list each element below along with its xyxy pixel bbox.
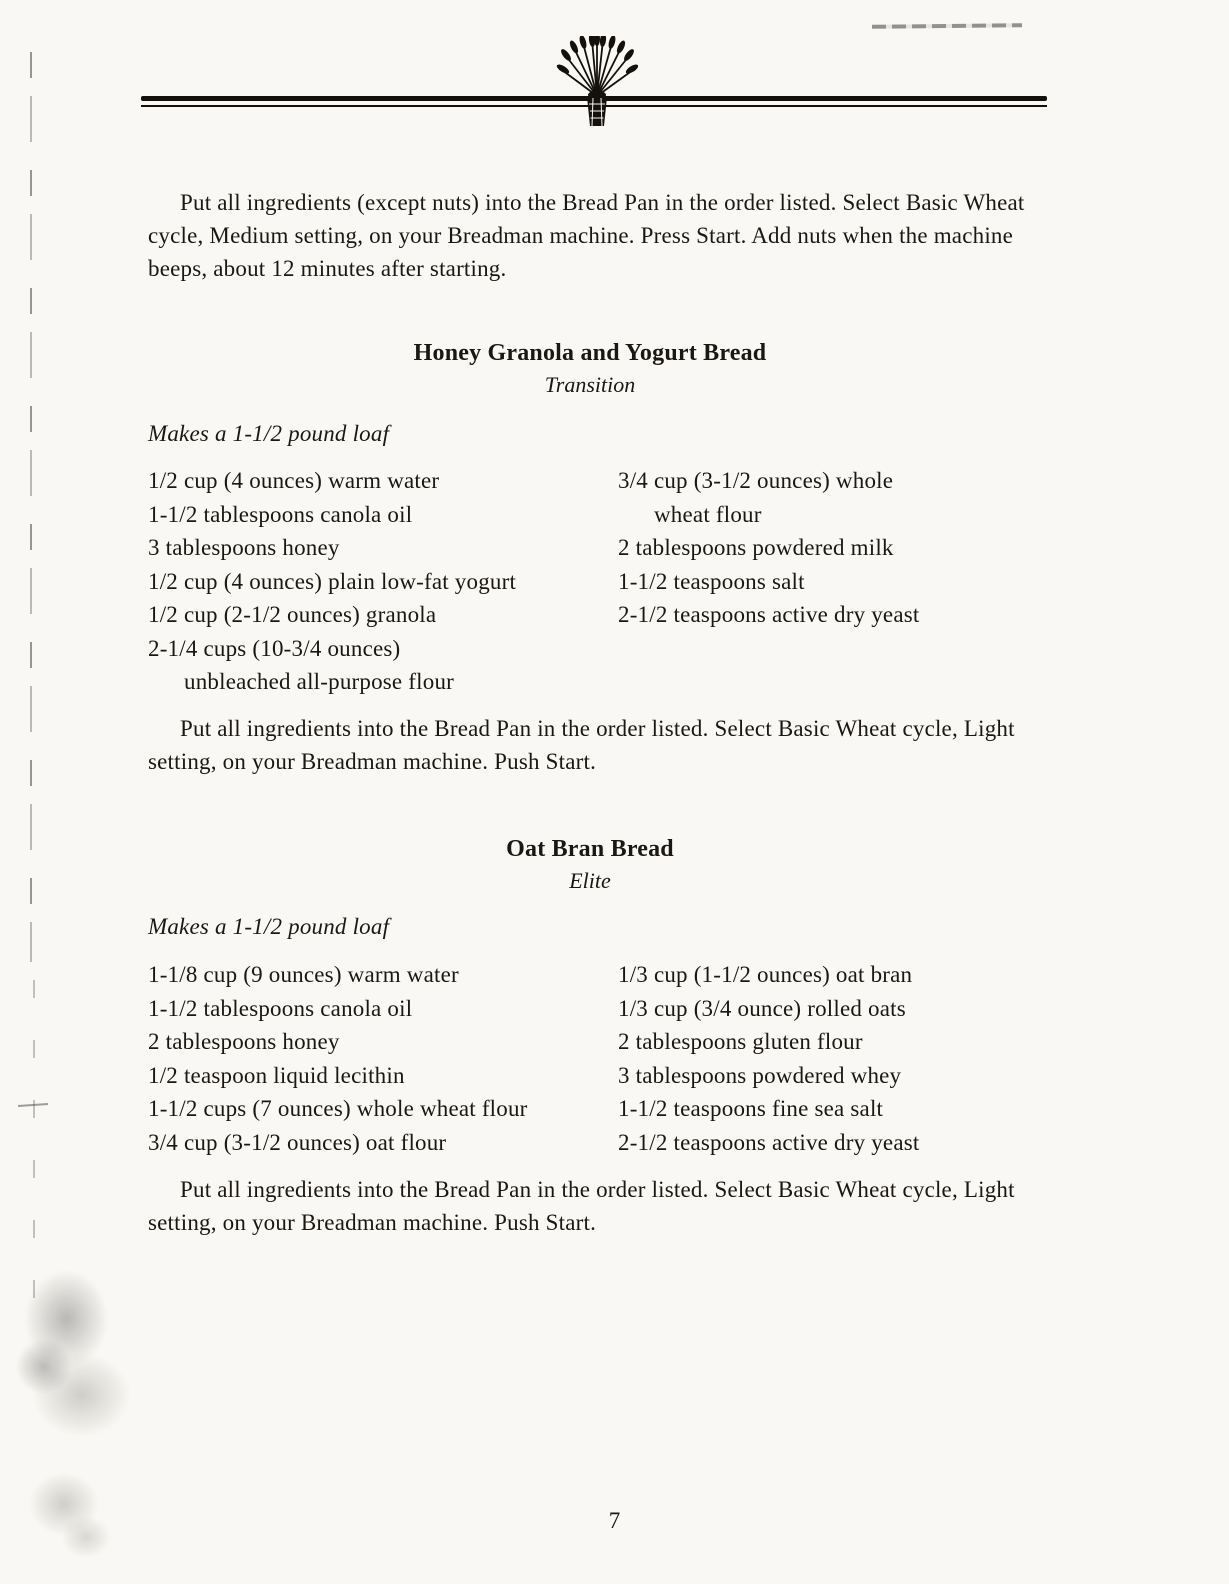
ingredient-line-continuation: unbleached all-purpose flour bbox=[184, 669, 454, 694]
ingredient-line: 2 tablespoons powdered milk bbox=[618, 535, 894, 560]
recipe-title: Honey Granola and Yogurt Bread bbox=[413, 340, 767, 366]
ingredient-line: 1/2 cup (4 ounces) plain low-fat yogurt bbox=[148, 568, 517, 594]
ingredient-columns bbox=[148, 464, 1048, 699]
ingredient-line: 1-1/2 teaspoons fine sea salt bbox=[618, 1096, 884, 1121]
ingredient-line: 2-1/2 teaspoons active dry yeast bbox=[618, 1129, 920, 1155]
recipe-subtitle: Transition bbox=[544, 372, 636, 397]
recipe-yield: Makes a 1-1/2 pound loaf bbox=[148, 914, 390, 939]
ingredient-line: 1-1/2 cups (7 ounces) whole wheat flour bbox=[148, 1096, 528, 1121]
ingredient-line: 2-1/2 teaspoons active dry yeast bbox=[618, 602, 920, 627]
recipe-yield: Makes a 1-1/2 pound loaf bbox=[148, 421, 390, 446]
intro-paragraph: Put all ingredients (except nuts) into the Bread Pan in the order listed. Select Basic Wheat cycle, Medium setting, on your Breadman machine. Press Start. Add nuts when the machine beeps, about 12 minutes after starting. bbox=[148, 190, 1025, 281]
wheat-sheaf-ornament bbox=[556, 36, 638, 134]
ingredient-line-continuation: wheat flour bbox=[654, 501, 762, 527]
ingredient-line: 3/4 cup (3-1/2 ounces) whole bbox=[618, 468, 894, 493]
page-number: 7 bbox=[608, 1508, 621, 1533]
ingredient-line: 3 tablespoons powdered whey bbox=[618, 1062, 902, 1088]
ingredient-columns bbox=[148, 958, 1048, 1159]
ingredient-line: 1/2 cup (4 ounces) warm water bbox=[148, 468, 440, 493]
ingredient-line: 1-1/2 tablespoons canola oil bbox=[148, 995, 413, 1021]
ingredient-line: 2 tablespoons honey bbox=[148, 1029, 340, 1054]
recipe-subtitle: Elite bbox=[569, 868, 611, 893]
ingredient-line: 1/3 cup (3/4 ounce) rolled oats bbox=[618, 995, 906, 1021]
recipe-title: Oat Bran Bread bbox=[506, 836, 674, 862]
ingredient-line: 3/4 cup (3-1/2 ounces) oat flour bbox=[148, 1129, 447, 1155]
ingredient-line: 1-1/2 teaspoons salt bbox=[618, 568, 805, 594]
ingredient-line: 1-1/8 cup (9 ounces) warm water bbox=[148, 962, 459, 987]
ingredient-column-right bbox=[618, 958, 1048, 1159]
ingredient-column-left bbox=[148, 464, 618, 699]
scan-artifact-left-line bbox=[30, 52, 32, 962]
ingredient-column-right bbox=[618, 464, 1048, 699]
ingredient-line: 1/2 cup (2-1/2 ounces) granola bbox=[148, 602, 437, 627]
ingredient-line: 1/3 cup (1-1/2 ounces) oat bran bbox=[618, 962, 913, 987]
recipe-instructions: Put all ingredients into the Bread Pan in the order listed. Select Basic Wheat cycle, Light setting, on your Breadman machine. Push Start. bbox=[148, 716, 1015, 774]
scan-artifact-smudge bbox=[14, 1262, 164, 1452]
scan-artifact-top-dash bbox=[872, 23, 1022, 29]
recipe-instructions: Put all ingredients into the Bread Pan in the order listed. Select Basic Wheat cycle, Light setting, on your Breadman machine. Push Start. bbox=[148, 1177, 1015, 1235]
ingredient-line: 3 tablespoons honey bbox=[148, 535, 340, 560]
ingredient-line: 2-1/4 cups (10-3/4 ounces) bbox=[148, 635, 401, 661]
ingredient-line: 1/2 teaspoon liquid lecithin bbox=[148, 1062, 405, 1088]
ingredient-line: 2 tablespoons gluten flour bbox=[618, 1029, 863, 1054]
ingredient-line: 1-1/2 tablespoons canola oil bbox=[148, 501, 413, 527]
ingredient-column-left bbox=[148, 958, 618, 1159]
